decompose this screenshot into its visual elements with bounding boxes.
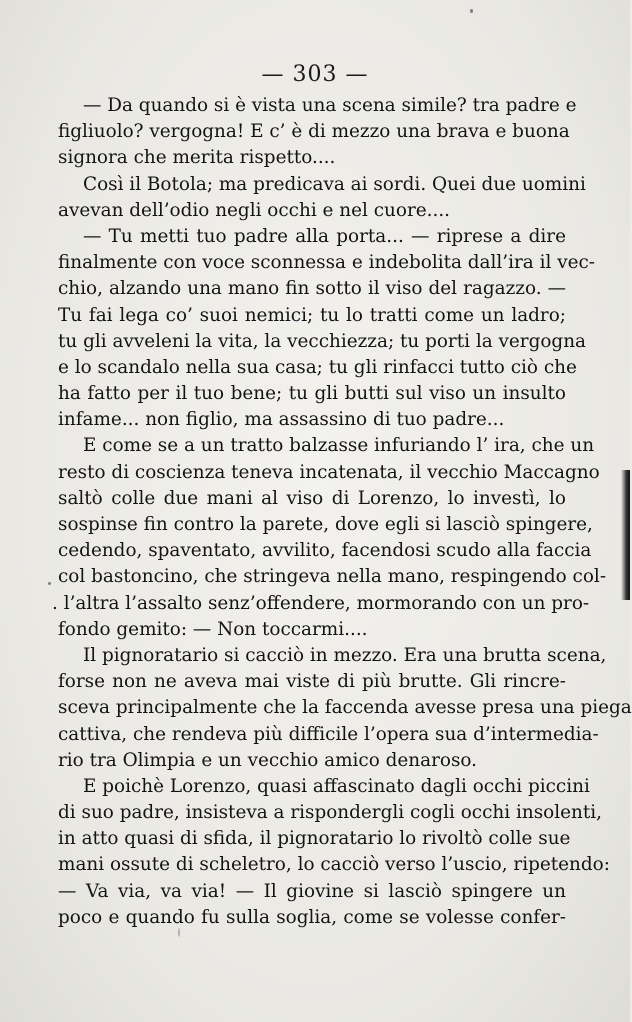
text-line: — Da quando si è vista una scena simile? tra padre e [83,95,577,116]
text-line: figliuolo? vergogna! E c’ è di mezzo una brava e buona [58,121,570,143]
text-line: fondo gemito: — Non toccarmi.... [58,618,368,640]
text-line: rio tra Olimpia e un vecchio amico denaroso. [58,749,477,771]
text-line: col bastoncino, che stringeva nella mano, respingendo col- [58,566,607,588]
text-line: mani ossute di scheletro, lo cacciò verso l’uscio, ripetendo: [58,854,610,876]
text-line: e lo scandalo nella sua casa; tu gli rinfacci tutto ciò che [58,356,577,378]
text-line: signora che merita rispetto.... [58,147,336,169]
text-line: ha fatto per il tuo bene; tu gli butti sul viso un insulto [58,383,566,405]
text-line: avevan dell’odio negli occhi e nel cuore.... [58,199,451,221]
text-line: E poichè Lorenzo, quasi affascinato dagli occhi piccini [83,775,590,797]
text-line: Così il Botola; ma predicava ai sordi. Quei due uomini [83,173,586,195]
text-line: di suo padre, insisteva a rispondergli cogli occhi insolenti, [58,802,602,824]
text-line: resto di coscienza teneva incatenata, il vecchio Maccagno [58,461,600,483]
text-line: . l’altra l’assalto senz’offendere, mormorando con un pro- [52,592,590,614]
text-line: E come se a un tratto balzasse infuriando l’ ira, che un [83,435,595,457]
text-line: Tu fai lega co’ suoi nemici; tu lo tratti come un ladro; [58,304,566,326]
text-line: — Va via, va via! — Il giovine si lasciò spingere un [58,880,566,902]
text-line: in atto quasi di sfida, il pignoratario lo rivoltò colle sue [58,828,571,850]
text-line: Il pignoratario si cacciò in mezzo. Era una brutta scena, [83,644,607,666]
text-line: sospinse fin contro la parete, dove egli si lasciò spingere, [58,514,593,535]
text-line: infame... non figlio, ma assassino di tuo padre... [58,409,505,431]
text-line: saltò colle due mani al viso di Lorenzo, lo investì, lo [58,487,566,509]
text-line: — Tu metti tuo padre alla porta... — riprese a dire [83,225,566,247]
text-line: poco e quando fu sulla soglia, come se volesse confer- [58,906,566,928]
body-text [52,93,632,931]
text-line: cedendo, spaventato, avvilito, facendosi scudo alla faccia [58,540,592,562]
text-line: tu gli avveleni la vita, la vecchiezza; tu porti la vergogna [58,330,587,352]
text-line: cattiva, che rendeva più difficile l’opera sua d’intermedia- [58,723,599,745]
page-edge-shadow [621,470,630,600]
text-line: forse non ne aveva mai viste di più brutte. Gli rincre- [58,671,566,693]
text-line: finalmente con voce sconnessa e indebolita dall’ira il vec- [58,252,596,274]
page-number: — 303 — [261,62,369,87]
text-line: sceva principalmente che la faccenda avesse presa una piega [58,697,632,719]
text-line: chio, alzando una mano fin sotto il viso del ragazzo. — [58,278,566,300]
